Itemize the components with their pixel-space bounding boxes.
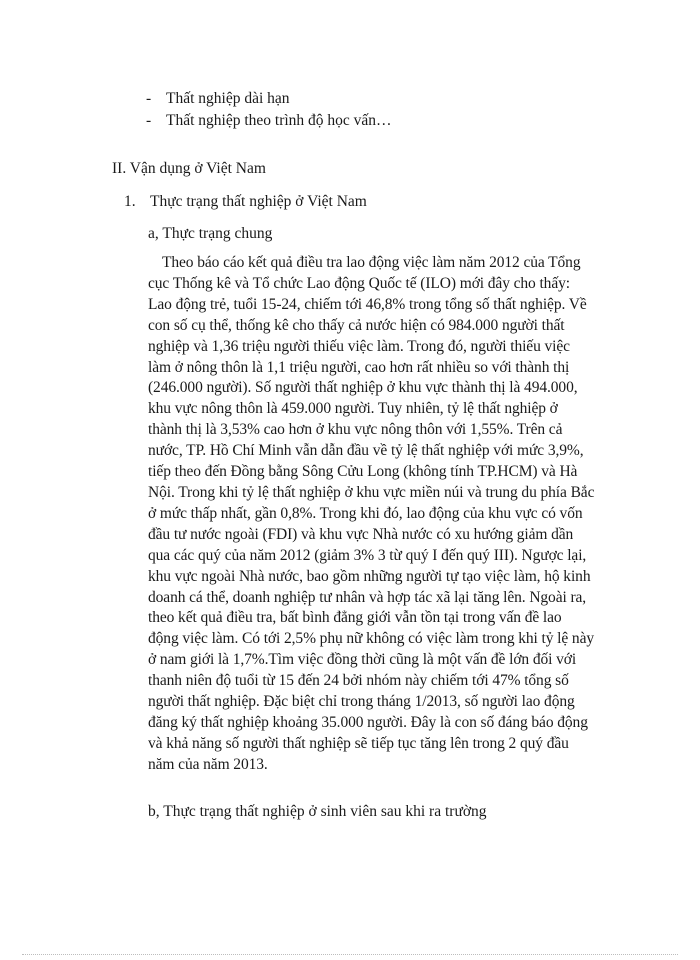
paragraph-line: khu vực ngoài Nhà nước, bao gồm những người tự tạo việc làm, hộ kinh — [148, 567, 591, 585]
part-a-title: a, Thực trạng chung — [148, 225, 273, 242]
paragraph-line: thành thị là 3,53% cao hơn ở khu vực nông thôn với 1,55%. Trên cả — [148, 421, 563, 439]
paragraph-line: doanh cá thể, doanh nghiệp tư nhân và hợp tác xã lại tăng lên. Ngoài ra, — [148, 588, 587, 606]
paragraph-line: ở mức thấp nhất, gần 0,8%. Trong khi đó, lao động của khu vực có vốn — [148, 504, 583, 522]
paragraph-line: (246.000 người). Số người thất nghiệp ở khu vực thành thị là 494.000, — [148, 379, 578, 397]
paragraph-line: ở nam giới là 1,7%.Tìm việc đồng thời cũng là một vấn đề lớn đối với — [148, 651, 577, 669]
paragraph-line: nước, TP. Hồ Chí Minh vẫn dẫn đầu về tỷ lệ thất nghiệp với mức 3,9%, — [148, 442, 584, 460]
paragraph-line: người thất nghiệp. Đặc biệt chỉ trong tháng 1/2013, số người lao động — [148, 693, 575, 711]
paragraph-line: Theo báo cáo kết quả điều tra lao động việc làm năm 2012 của Tổng — [162, 254, 581, 271]
list-item-text: Thất nghiệp dài hạn — [166, 90, 290, 107]
page-bottom-divider — [22, 954, 678, 955]
paragraph-line: theo kết quả điều tra, bất bình đẳng giới vẫn tồn tại trong vấn đề lao — [148, 609, 562, 627]
paragraph-line: cục Thống kê và Tổ chức Lao động Quốc tế (ILO) mới đây cho thấy: — [148, 274, 570, 292]
part-b-title: b, Thực trạng thất nghiệp ở sinh viên sau khi ra trường — [148, 803, 487, 820]
section-heading: II. Vận dụng ở Việt Nam — [112, 160, 266, 177]
paragraph-line: động việc làm. Có tới 2,5% phụ nữ không có việc làm trong khi tỷ lệ này — [148, 630, 595, 648]
subsection-number: 1. — [124, 193, 136, 210]
bullet-dash: - — [146, 112, 152, 129]
subsection-title: Thực trạng thất nghiệp ở Việt Nam — [150, 193, 367, 210]
paragraph-line: tiếp theo đến Đồng bằng Sông Cửu Long (không tính TP.HCM) và Hà — [148, 463, 578, 481]
bullet-list — [146, 88, 392, 132]
paragraph-line: khu vực nông thôn là 459.000 người. Tuy nhiên, tỷ lệ thất nghiệp ở — [148, 400, 558, 418]
paragraph-line: nghiệp và 1,36 triệu người thiếu việc làm. Trong đó, người thiếu việc — [148, 337, 570, 355]
paragraph-line: đăng ký thất nghiệp khoảng 35.000 người. Đây là con số đáng báo động — [148, 713, 588, 731]
paragraph-line: Lao động trẻ, tuổi 15-24, chiếm tới 46,8% trong tổng số thất nghiệp. Về — [148, 295, 587, 313]
paragraph-line: đầu tư nước ngoài (FDI) và khu vực Nhà nước có xu hướng giảm dần — [148, 525, 574, 543]
list-item — [146, 88, 392, 110]
body-paragraph — [148, 253, 602, 776]
paragraph-line: làm ở nông thôn là 1,1 triệu người, cao hơn rất nhiều so với thành thị — [148, 358, 570, 376]
bullet-dash: - — [146, 90, 152, 107]
paragraph-line: qua các quý của năm 2012 (giảm 3% 3 từ quý I đến quý III). Ngược lại, — [148, 546, 587, 564]
list-item — [146, 110, 392, 132]
paragraph-line: thanh niên độ tuổi từ 15 đến 24 bởi nhóm này chiếm tới 47% tổng số — [148, 672, 569, 690]
paragraph-line: con số cụ thể, thống kê cho thấy cả nước hiện có 984.000 người thất — [148, 316, 565, 334]
paragraph-line: và khả năng số người thất nghiệp sẽ tiếp tục tăng lên trong 2 quý đầu — [148, 734, 569, 752]
list-item-text: Thất nghiệp theo trình độ học vấn… — [166, 112, 392, 129]
paragraph-line: năm của năm 2013. — [148, 755, 268, 773]
paragraph-line: Nội. Trong khi tỷ lệ thất nghiệp ở khu vực miền núi và trung du phía Bắc — [148, 483, 595, 501]
subsection-heading — [124, 193, 367, 211]
